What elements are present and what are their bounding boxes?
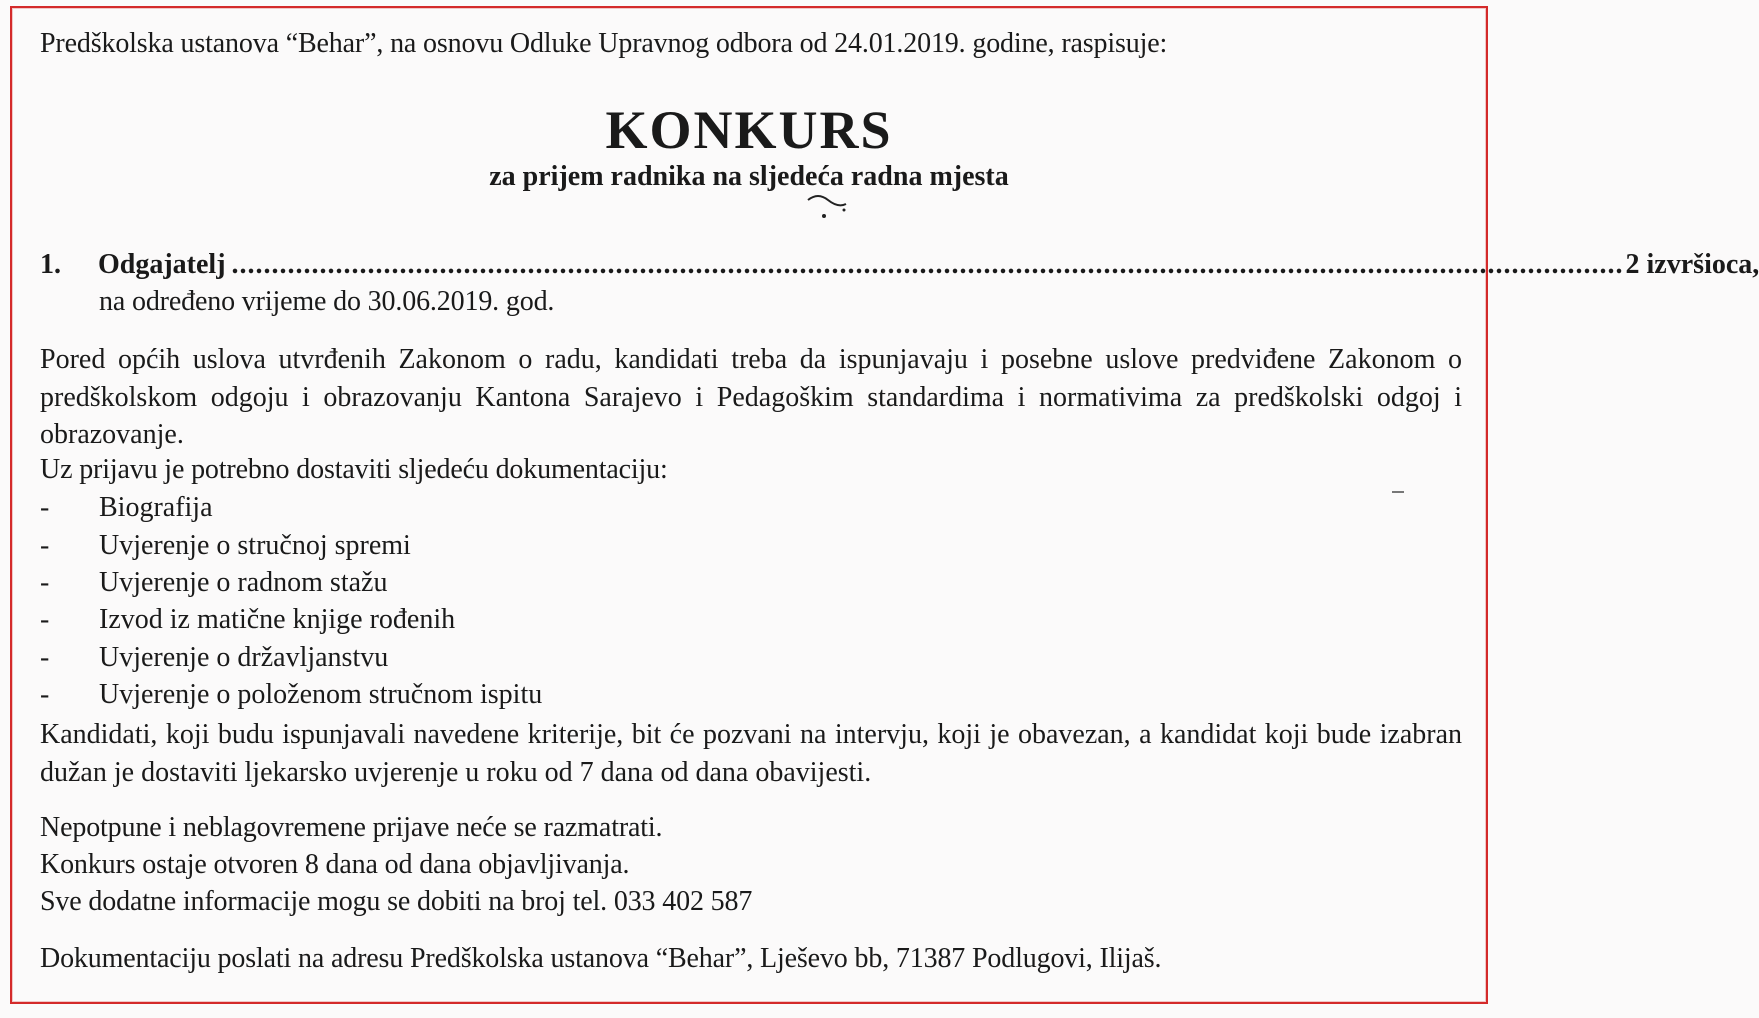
position-term: na određeno vrijeme do 30.06.2019. god. (99, 286, 555, 317)
scan-speck-graphic (1392, 488, 1406, 496)
list-item: Uvjerenje o državljanstvu (99, 642, 389, 673)
list-item: Uvjerenje o stručnoj spremi (99, 530, 411, 561)
position-row (40, 249, 1759, 280)
documents-intro: Uz prijavu je potrebno dostaviti sljedeću dokumentaciju: (40, 454, 668, 485)
incomplete-applications-line: Nepotpune i neblagovremene prijave neće se razmatrati. (40, 812, 663, 843)
position-leader-dots: .............................................................................................................................................................................. (231, 249, 1624, 280)
address-line: Dokumentaciju poslati na adresu Predškolska ustanova “Behar”, Lješevo bb, 71387 Podlugovi, Ilijaš. (40, 943, 1162, 974)
intro-line: Predškolska ustanova “Behar”, na osnovu Odluke Upravnog odbora od 24.01.2019. godine, raspisuje: (40, 28, 1168, 59)
list-bullet: - (40, 679, 50, 710)
position-count: 2 izvršioca, (1625, 249, 1759, 280)
list-bullet: - (40, 604, 50, 635)
contact-line: Sve dodatne informacije mogu se dobiti na broj tel. 033 402 587 (40, 886, 753, 917)
list-bullet: - (40, 642, 50, 673)
open-period-line: Konkurs ostaje otvoren 8 dana od dana objavljivanja. (40, 849, 630, 880)
list-bullet: - (40, 567, 50, 598)
notice-title: KONKURS (605, 100, 893, 160)
position-name: Odgajatelj (98, 249, 226, 280)
scan-speck-graphic (800, 182, 860, 222)
interview-paragraph: Kandidati, koji budu ispunjavali navedene kriterije, bit će pozvani na intervju, koji je obavezan, a kandidat koji bude izabran dužan je dostaviti ljekarsko uvjerenje u roku od 7 dana od dana obavijesti. (40, 719, 1462, 788)
list-bullet: - (40, 492, 50, 523)
conditions-paragraph: Pored općih uslova utvrđenih Zakonom o radu, kandidati treba da ispunjavaju i posebne uslove predviđene Zakonom o predškolskom odgoju i obrazovanju Kantona Sarajevo i Pedagoškim standardima i normativima za predškolski odgoj i obrazovanje. (40, 344, 1462, 450)
position-number: 1. (40, 249, 61, 280)
list-item: Biografija (99, 492, 213, 523)
list-item: Uvjerenje o položenom stručnom ispitu (99, 679, 543, 710)
list-item: Izvod iz matične knjige rođenih (99, 604, 456, 635)
list-item: Uvjerenje o radnom stažu (99, 567, 388, 598)
notice-subtitle: za prijem radnika na sljedeća radna mjesta (489, 161, 1009, 192)
list-bullet: - (40, 530, 50, 561)
